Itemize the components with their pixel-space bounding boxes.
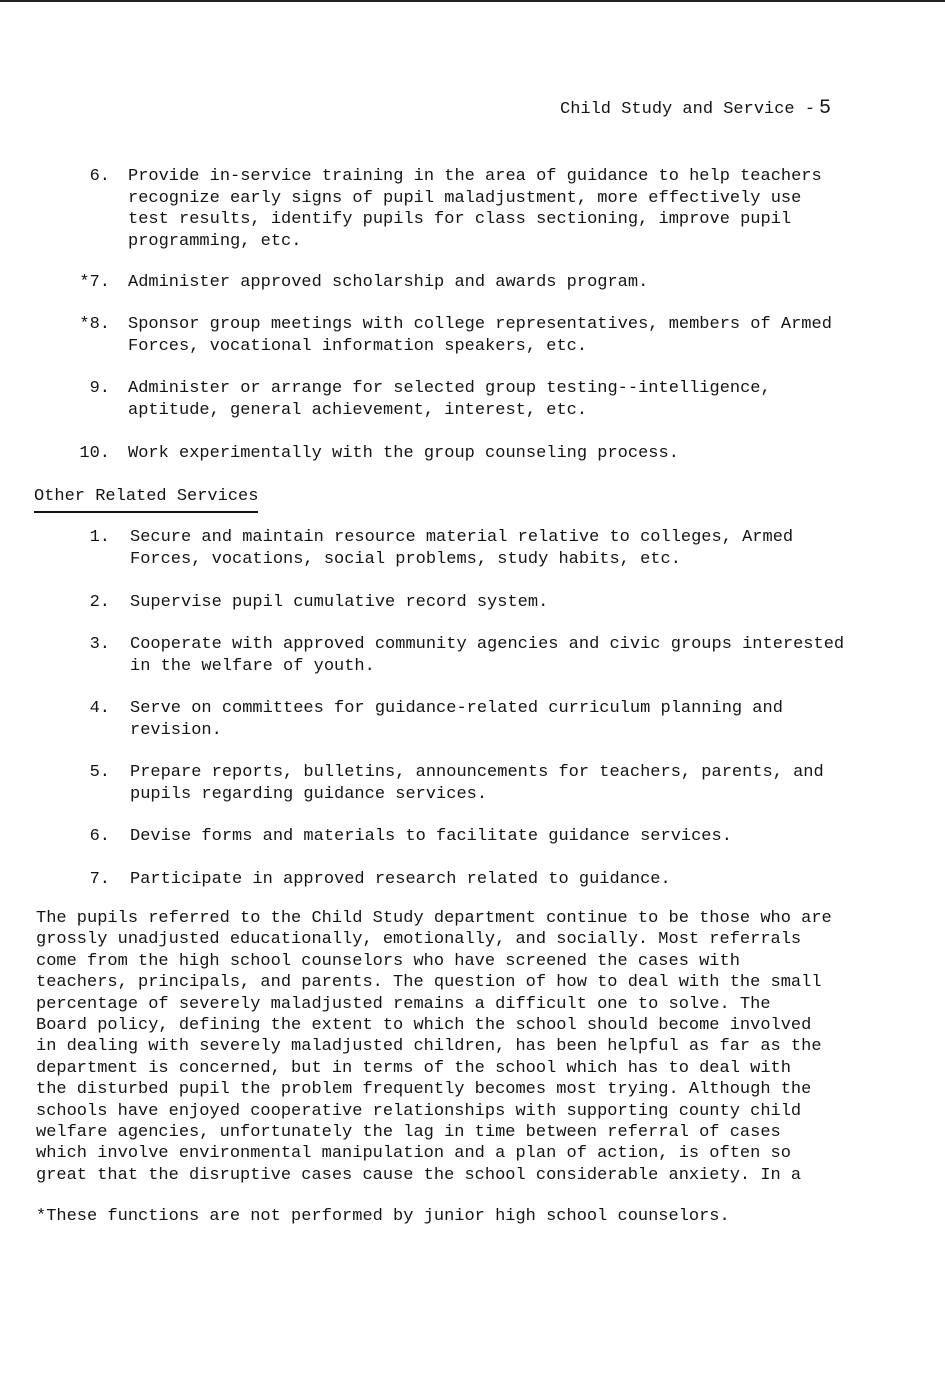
text-line: Administer approved scholarship and awards program. [128, 273, 649, 292]
paragraph-line: in dealing with severely maladjusted children, has been helpful as far as the [36, 1037, 822, 1057]
text-line: Supervise pupil cumulative record system. [130, 593, 549, 612]
item-text [130, 869, 671, 891]
text-line: Participate in approved research related to guidance. [130, 870, 671, 889]
item-number: 7. [89, 870, 110, 889]
item-text [128, 272, 648, 294]
paragraph-line: percentage of severely maladjusted remains a difficult one to solve. The [36, 994, 771, 1014]
text-line: Secure and maintain resource material relative to colleges, Armed [130, 528, 794, 547]
paragraph-line: teachers, principals, and parents. The question of how to deal with the small [36, 973, 822, 993]
footnote: *These functions are not performed by junior high school counselors. [36, 1207, 730, 1226]
item-text [130, 592, 548, 614]
item-text [130, 698, 783, 741]
text-line: in the welfare of youth. [130, 656, 375, 676]
item-text [128, 443, 679, 465]
paragraph-line: Board policy, defining the extent to which the school should become involved [36, 1015, 812, 1035]
item-number: *8. [79, 315, 110, 334]
running-title: Child Study and Service - [560, 100, 816, 119]
text-line: Cooperate with approved community agencies and civic groups interested [130, 635, 845, 654]
item-text [128, 166, 822, 252]
item-number: 2. [89, 593, 110, 612]
item-text [130, 527, 793, 570]
text-line: Administer or arrange for selected group testing--intelligence, [128, 379, 771, 398]
paragraph-line: great that the disruptive cases cause the school considerable anxiety. In a [36, 1165, 802, 1185]
item-text [128, 378, 771, 421]
item-text [130, 826, 732, 848]
paragraph-line: schools have enjoyed cooperative relationships with supporting county child [36, 1101, 802, 1121]
text-line: pupils regarding guidance services. [130, 784, 488, 804]
item-text [128, 314, 832, 357]
text-line: Forces, vocations, social problems, study habits, etc. [130, 549, 681, 569]
item-number: 4. [89, 699, 110, 718]
item-number: 9. [89, 379, 110, 398]
paragraph-line: grossly unadjusted educationally, emotionally, and socially. Most referrals [36, 930, 802, 950]
item-number: *7. [79, 273, 110, 292]
section-heading-other-services: Other Related Services [34, 486, 258, 513]
item-number: 6. [89, 167, 110, 186]
paragraph-line: welfare agencies, unfortunately the lag in time between referral of cases [36, 1122, 781, 1142]
text-line: Serve on committees for guidance-related curriculum planning and [130, 699, 783, 718]
text-line: Sponsor group meetings with college representatives, members of Armed [128, 315, 832, 334]
running-header [560, 98, 831, 121]
paragraph-line: department is concerned, but in terms of the school which has to deal with [36, 1058, 791, 1078]
item-number: 1. [89, 528, 110, 547]
text-line: aptitude, general achievement, interest, etc. [128, 400, 588, 420]
page-number: 5 [819, 97, 832, 120]
text-line: recognize early signs of pupil maladjustment, more effectively use [128, 188, 802, 208]
body-paragraph [36, 908, 832, 1186]
text-line: Forces, vocational information speakers, etc. [128, 336, 588, 356]
paragraph-line: which involve environmental manipulation and a plan of action, is often so [36, 1144, 791, 1164]
item-number: 6. [89, 827, 110, 846]
text-line: test results, identify pupils for class sectioning, improve pupil [128, 210, 792, 229]
paragraph-line: The pupils referred to the Child Study department continue to be those who are [36, 909, 832, 928]
text-line: Prepare reports, bulletins, announcements for teachers, parents, and [130, 763, 824, 782]
item-text [130, 762, 824, 805]
page-top-edge [0, 0, 945, 2]
item-text [130, 634, 844, 677]
text-line: Devise forms and materials to facilitate guidance services. [130, 827, 732, 846]
text-line: revision. [130, 720, 222, 740]
item-number: 5. [89, 763, 110, 782]
item-number: 10. [79, 444, 110, 463]
paragraph-line: the disturbed pupil the problem frequently becomes most trying. Although the [36, 1080, 812, 1100]
text-line: Work experimentally with the group counseling process. [128, 444, 679, 463]
text-line: programming, etc. [128, 231, 302, 251]
text-line: Provide in-service training in the area of guidance to help teachers [128, 167, 822, 186]
item-number: 3. [89, 635, 110, 654]
paragraph-line: come from the high school counselors who have screened the cases with [36, 951, 740, 971]
